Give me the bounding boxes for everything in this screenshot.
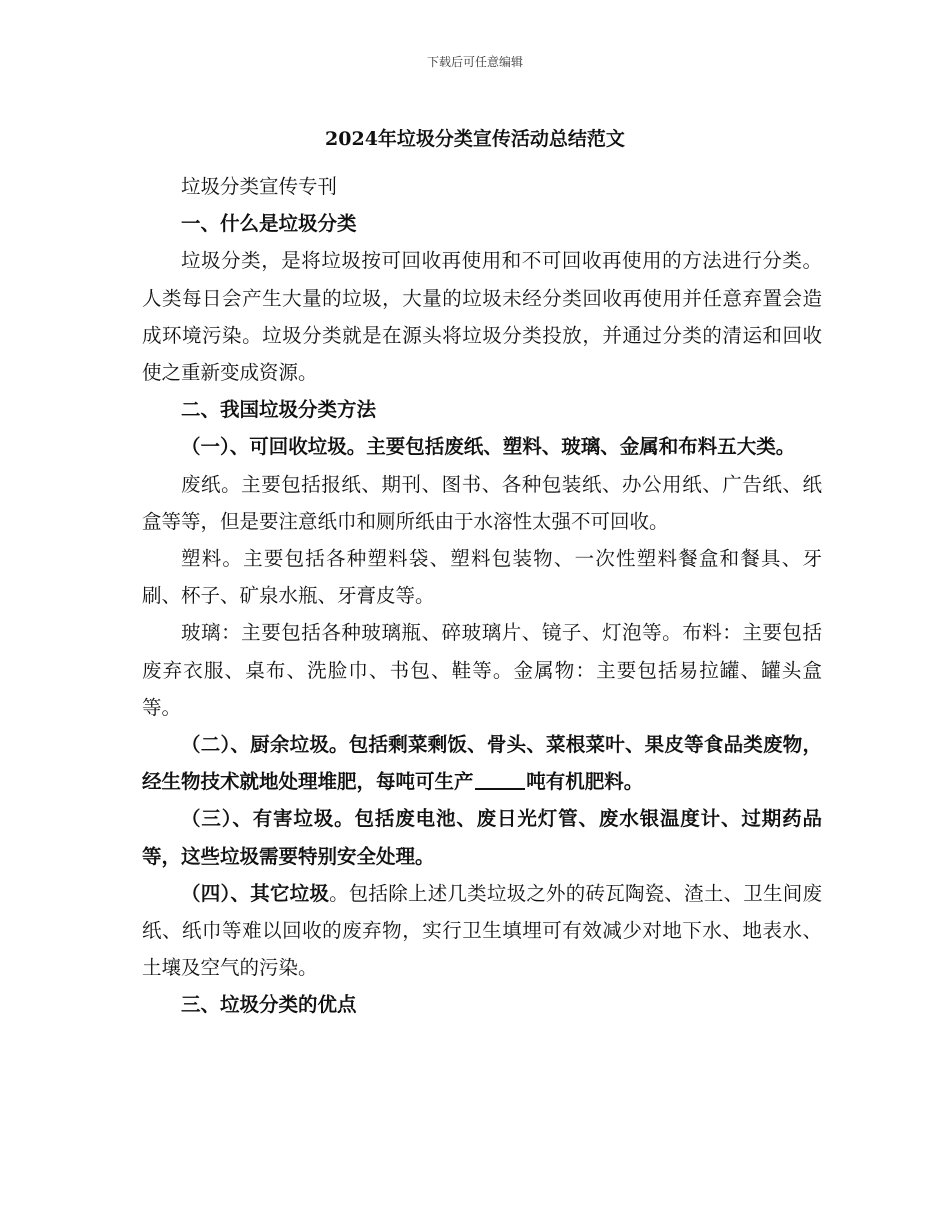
paragraph-definition: 垃圾分类，是将垃圾按可回收再使用和不可回收再使用的方法进行分类。人类每日会产生大量的垃圾，大量的垃圾未经分类回收再使用并任意弃置会造成环境污染。垃圾分类就是在源头将垃圾分类投放，并通过分类的清运和回收使之重新变成资源。 — [142, 249, 822, 385]
paragraph-paper: 废纸。主要包括报纸、期刊、图书、各种包装纸、办公用纸、广告纸、纸盒等等，但是要注意纸巾和厕所纸由于水溶性太强不可回收。 — [142, 472, 822, 533]
paragraph-glass-cloth-metal: 玻璃：主要包括各种玻璃瓶、碎玻璃片、镜子、灯泡等。布料：主要包括废弃衣服、桌布、洗脸巾、书包、鞋等。金属物：主要包括易拉罐、罐头盒等。 — [142, 621, 822, 719]
other-waste-text: 。包括除上述几类垃圾之外的砖瓦陶瓷、渣土、卫生间废纸、纸巾等难以回收的废弃物，实行卫生填埋可有效减少对地下水、地表水、土壤及空气的污染。 — [142, 881, 822, 980]
page-header-note: 下载后可任意编辑 — [426, 55, 523, 69]
paragraph-other-waste — [142, 875, 822, 987]
subtitle: 垃圾分类宣传专刊 — [181, 175, 338, 198]
paragraph-kitchen-waste — [142, 726, 822, 800]
other-waste-lead: （四）、其它垃圾 — [181, 881, 330, 905]
kitchen-waste-text-a: （二）、厨余垃圾。包括剩菜剩饭、骨头、菜根菜叶、果皮等食品类废物，经生物技术就地处理堆肥，每吨可生产 — [142, 733, 822, 794]
section-heading-advantages: 三、垃圾分类的优点 — [181, 993, 357, 1017]
section-heading-what-is-sorting: 一、什么是垃圾分类 — [181, 212, 357, 236]
fill-in-blank — [475, 769, 526, 791]
heading-recyclable: （一）、可回收垃圾。主要包括废纸、塑料、玻璃、金属和布料五大类。 — [181, 435, 796, 459]
paragraph-plastic: 塑料。主要包括各种塑料袋、塑料包装物、一次性塑料餐盒和餐具、牙刷、杯子、矿泉水瓶、牙膏皮等。 — [142, 547, 822, 608]
kitchen-waste-text-b: 吨有机肥料。 — [526, 770, 644, 794]
document-title: 2024年垃圾分类宣传活动总结范文 — [325, 128, 625, 150]
section-heading-methods: 二、我国垃圾分类方法 — [181, 398, 377, 422]
paragraph-hazardous: （三）、有害垃圾。包括废电池、废日光灯管、废水银温度计、过期药品等，这些垃圾需要特别安全处理。 — [142, 807, 822, 868]
document-body — [142, 168, 822, 1024]
